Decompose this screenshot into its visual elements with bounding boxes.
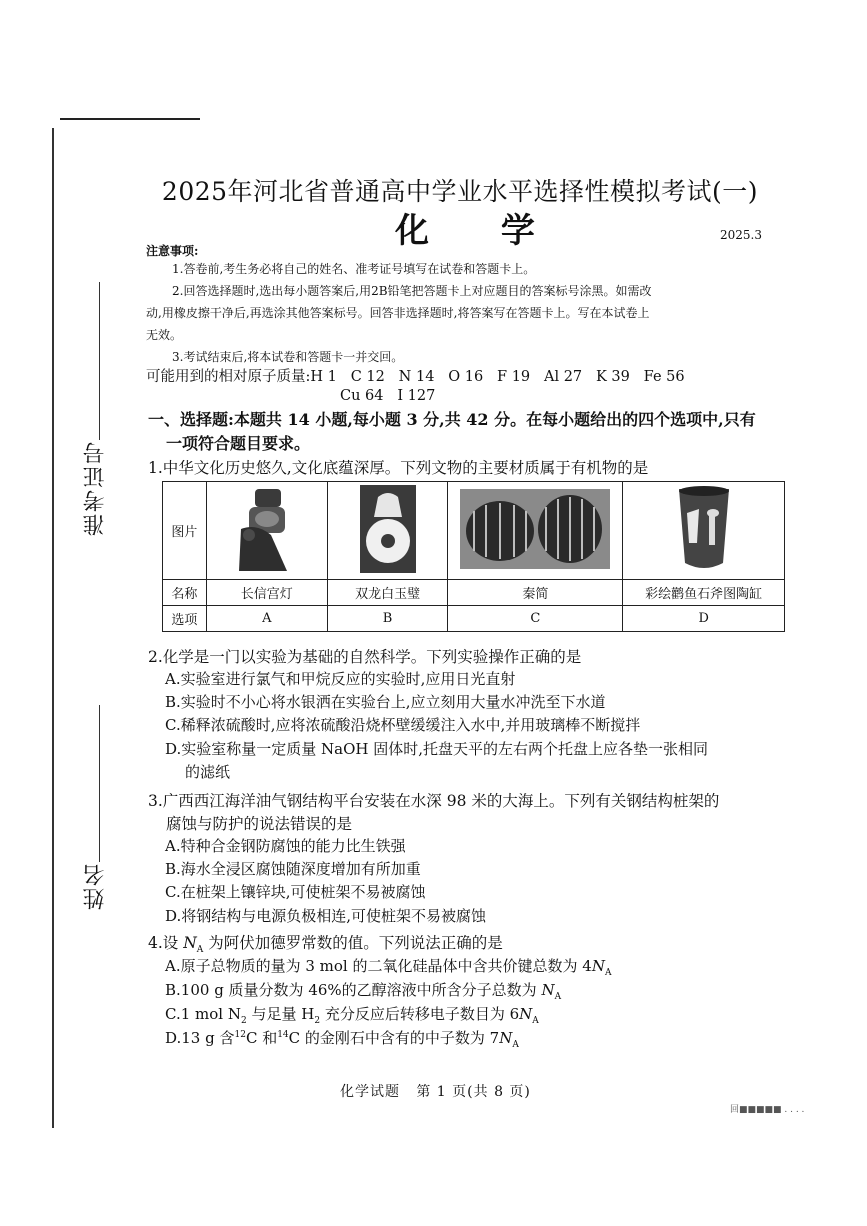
name-line <box>99 705 100 862</box>
q3-option-c: C.在桩架上镶锌块,可使桩架不易被腐蚀 <box>165 883 426 901</box>
q4-option-d: D.13 g 含$^{12}$C 和$^{14}$C 的金刚石中含有的中子数为 $7N_A$ <box>165 1029 519 1050</box>
note-2-end: 无效。 <box>146 328 183 342</box>
note-2-cont: 动,用橡皮擦干净后,再选涂其他答案标号。回答非选择题时,将答案写在答题卡上。写在本试卷上 <box>146 306 650 320</box>
note-3: 3.考试结束后,将本试卷和答题卡一并交回。 <box>172 350 404 364</box>
artifact-name: 双龙白玉璧 <box>327 580 448 606</box>
q3-option-b: B.海水全浸区腐蚀随深度增加有所加重 <box>165 860 421 878</box>
q3-stem-cont: 腐蚀与防护的说法错误的是 <box>166 815 353 833</box>
row-label-option: 选项 <box>163 606 207 632</box>
artifact-name: 长信宫灯 <box>206 580 327 606</box>
q2-option-d-cont: 的滤纸 <box>185 763 231 781</box>
q4-option-a: A.原子总物质的量为 3 mol 的二氧化硅晶体中含共价键总数为 $4N_A$ <box>165 957 612 978</box>
lamp-image <box>206 482 327 580</box>
q1-artifact-table <box>162 481 785 632</box>
note-1: 1.答卷前,考生务必将自己的姓名、准考证号填写在试卷和答题卡上。 <box>172 262 536 276</box>
exam-title: 2025年河北省普通高中学业水平选择性模拟考试(一) <box>161 177 759 206</box>
artifact-option: D <box>623 606 785 632</box>
q2-stem: 2.化学是一门以实验为基础的自然科学。下列实验操作正确的是 <box>148 648 582 666</box>
section-heading <box>148 408 798 456</box>
row-label-picture: 图片 <box>163 482 207 580</box>
q2-option-a: A.实验室进行氯气和甲烷反应的实验时,应用日光直射 <box>165 670 516 688</box>
q4-option-c: C.1 mol $N_2$ 与足量 $H_2$ 充分反应后转移电子数目为 $6N_A$ <box>165 1005 539 1026</box>
artifact-option: C <box>448 606 623 632</box>
q3-option-a: A.特种合金钢防腐蚀的能力比生铁强 <box>165 837 406 855</box>
jade-disc-image <box>327 482 448 580</box>
exam-id-line <box>99 282 100 440</box>
top-rule <box>60 118 200 120</box>
exam-id-label: 准考证号 <box>83 440 108 536</box>
bamboo-slips-image <box>448 482 623 580</box>
artifact-option: B <box>327 606 448 632</box>
notes-heading: 注意事项: <box>146 244 199 258</box>
section-heading-line2: 一项符合题目要求。 <box>166 434 311 453</box>
scan-mark: 回■■■■■ . . . . <box>730 1105 805 1115</box>
artifact-name: 秦简 <box>448 580 623 606</box>
exam-date: 2025.3 <box>720 228 762 242</box>
q1-stem: 1.中华文化历史悠久,文化底蕴深厚。下列文物的主要材质属于有机物的是 <box>148 459 649 477</box>
subject-title: 化 学 <box>395 211 565 251</box>
q4-stem: 4.设 $N_A$ 为阿伏加德罗常数的值。下列说法正确的是 <box>148 934 503 956</box>
q2-option-c: C.稀释浓硫酸时,应将浓硫酸沿烧杯壁缓缓注入水中,并用玻璃棒不断搅拌 <box>165 716 641 734</box>
atomic-masses-2: Cu 64 I 127 <box>340 388 436 404</box>
name-label: 姓名 <box>83 862 108 910</box>
artifact-option: A <box>206 606 327 632</box>
section-heading-line1: 一、选择题:本题共 14 小题,每小题 3 分,共 42 分。在每小题给出的四个选项中,只有 <box>148 410 756 429</box>
artifact-name: 彩绘鹳鱼石斧图陶缸 <box>623 580 785 606</box>
q3-option-d: D.将钢结构与电源负极相连,可使桩架不易被腐蚀 <box>165 907 487 925</box>
q2-option-b: B.实验时不小心将水银洒在实验台上,应立刻用大量水冲洗至下水道 <box>165 693 606 711</box>
pottery-jar-image <box>623 482 785 580</box>
q4-option-b: B.100 g 质量分数为 46%的乙醇溶液中所含分子总数为 $N_A$ <box>165 981 562 1002</box>
q3-stem: 3.广西西江海洋油气钢结构平台安装在水深 98 米的大海上。下列有关钢结构桩架的 <box>148 792 720 810</box>
page-footer: 化学试题 第 1 页(共 8 页) <box>340 1084 531 1100</box>
row-label-name: 名称 <box>163 580 207 606</box>
atomic-masses-1: 可能用到的相对原子质量:H 1 C 12 N 14 O 16 F 19 Al 27 K 39 Fe 56 <box>146 369 685 385</box>
q2-option-d: D.实验室称量一定质量 NaOH 固体时,托盘天平的左右两个托盘上应各垫一张相同 <box>165 740 709 758</box>
binding-margin-line <box>52 128 54 1128</box>
note-2: 2.回答选择题时,选出每小题答案后,用2B铅笔把答题卡上对应题目的答案标号涂黑。如需改 <box>172 284 652 298</box>
